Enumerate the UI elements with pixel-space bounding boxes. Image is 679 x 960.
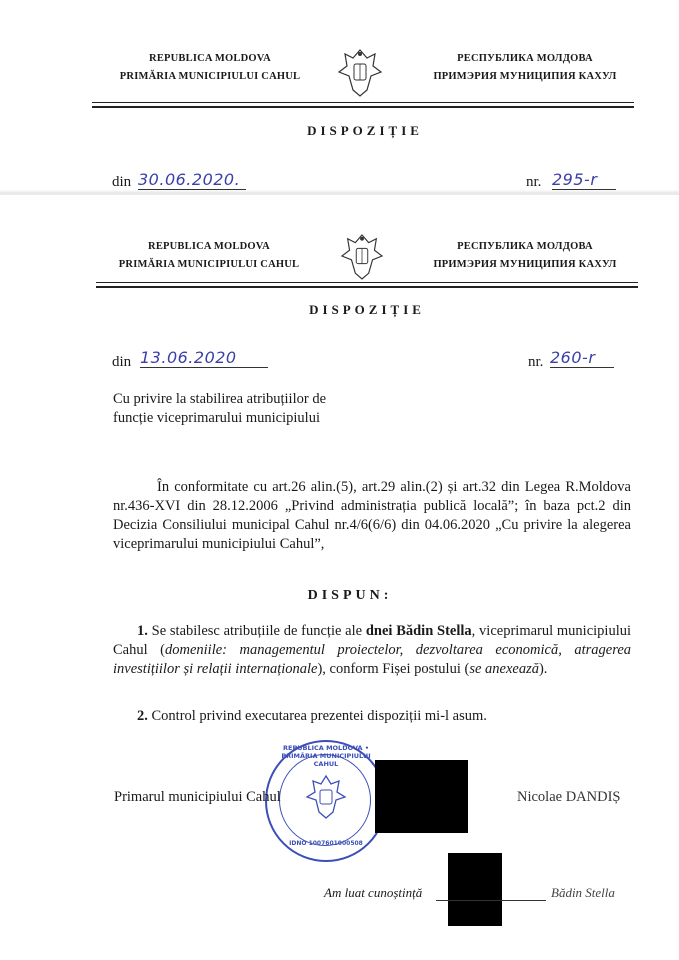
item-2-number: 2. <box>137 708 148 724</box>
item-2-text: Control privind executarea prezentei dispoziții mi-l asum. <box>151 708 487 724</box>
header-right <box>420 50 630 86</box>
date-value: 30.06.2020. <box>138 170 246 190</box>
subject <box>113 390 326 428</box>
item-1-domains: domeniile: managementul proiectelor, dezvoltarea economică, atragerea investițiilor și relații internaționale <box>113 642 632 677</box>
document-title: DISPOZIȚIE <box>307 123 423 138</box>
number-value: 260-r <box>550 348 614 368</box>
header-right-line-1: РЕСПУБЛИКА МОЛДОВА <box>457 241 593 252</box>
document-title: DISPOZIȚIE <box>309 302 425 317</box>
employee-name: dnei Bădin Stella <box>365 623 472 639</box>
mayor-name: Nicolae DANDIȘ <box>517 789 621 805</box>
sheet-edge <box>0 192 679 195</box>
item-1-text-b: , viceprimarul municipiului Cahul ( <box>113 623 632 658</box>
header-left-line-1: REPUBLICA MOLDOVA <box>148 241 270 252</box>
number-label: nr. <box>528 354 544 370</box>
header-right-line-2: ПРИМЭРИЯ МУНИЦИПИЯ КАХУЛ <box>433 259 617 270</box>
date-value: 13.06.2020 <box>140 348 268 368</box>
number-value: 295-r <box>552 170 616 190</box>
subject-line-1: Cu privire la stabilirea atribuțiilor de <box>113 391 327 407</box>
official-stamp <box>265 740 387 862</box>
date-label: din <box>112 174 132 190</box>
header-rule-thin <box>92 102 634 103</box>
redacted-ack-signature <box>448 853 502 926</box>
preamble: În conformitate cu art.26 alin.(5), art.29 alin.(2) și art.32 din Legea R.Moldova nr.436-XVI din 28.12.2006 „Privind administrația publică locală”; în baza pct.2 din Decizia Consiliului municipal Cahul nr.4/6(6/6) din 04.06.2020 „Cu privire la alegerea viceprimarului municipiului Cahul”, <box>113 479 631 552</box>
header-right <box>418 238 632 274</box>
item-1 <box>113 622 631 679</box>
signature-title: Primarul municipiului Cahul <box>114 789 281 805</box>
header-left-line-2: PRIMĂRIA MUNICIPIULUI CAHUL <box>118 259 300 270</box>
item-1-text-c: ), conform Fișei postului ( <box>317 661 470 677</box>
stamp-text: REPUBLICA MOLDOVA • PRIMĂRIA MUNICIPIULUI CAHUL <box>281 744 371 768</box>
header-rule-thick <box>92 106 634 108</box>
subject-line-2: funcție viceprimarului municipiului <box>113 410 320 426</box>
header-left <box>105 50 315 86</box>
stamp-id: IDNO 1007601000508 <box>289 840 363 847</box>
dispun-heading: DISPUN: <box>307 588 393 603</box>
number-label: nr. <box>526 174 542 190</box>
header-rule-thick <box>96 286 638 288</box>
coat-of-arms-icon <box>340 230 384 282</box>
header-left-line-1: REPUBLICA MOLDOVA <box>149 53 271 64</box>
second-sheet <box>0 192 679 960</box>
acknowledgement-line <box>436 900 546 901</box>
header-rule-thin <box>96 282 638 283</box>
item-1-text-a: Se stabilesc atribuțiile de funcție ale <box>151 623 363 639</box>
coat-of-arms-icon <box>337 46 383 98</box>
date-label: din <box>112 354 132 370</box>
header-left-line-2: PRIMĂRIA MUNICIPIULUI CAHUL <box>119 71 301 82</box>
item-1-text-d: ). <box>538 661 548 677</box>
redacted-signature <box>375 760 468 833</box>
annex-note: se anexează <box>469 661 539 677</box>
item-2 <box>113 707 631 726</box>
header-right-line-1: РЕСПУБЛИКА МОЛДОВА <box>457 53 593 64</box>
item-1-number: 1. <box>137 623 148 639</box>
acknowledgement-label: Am luat cunoștință <box>324 885 423 900</box>
header-left <box>104 238 314 274</box>
acknowledgement-name: Bădin Stella <box>551 885 615 900</box>
header-right-line-2: ПРИМЭРИЯ МУНИЦИПИЯ КАХУЛ <box>433 71 617 82</box>
